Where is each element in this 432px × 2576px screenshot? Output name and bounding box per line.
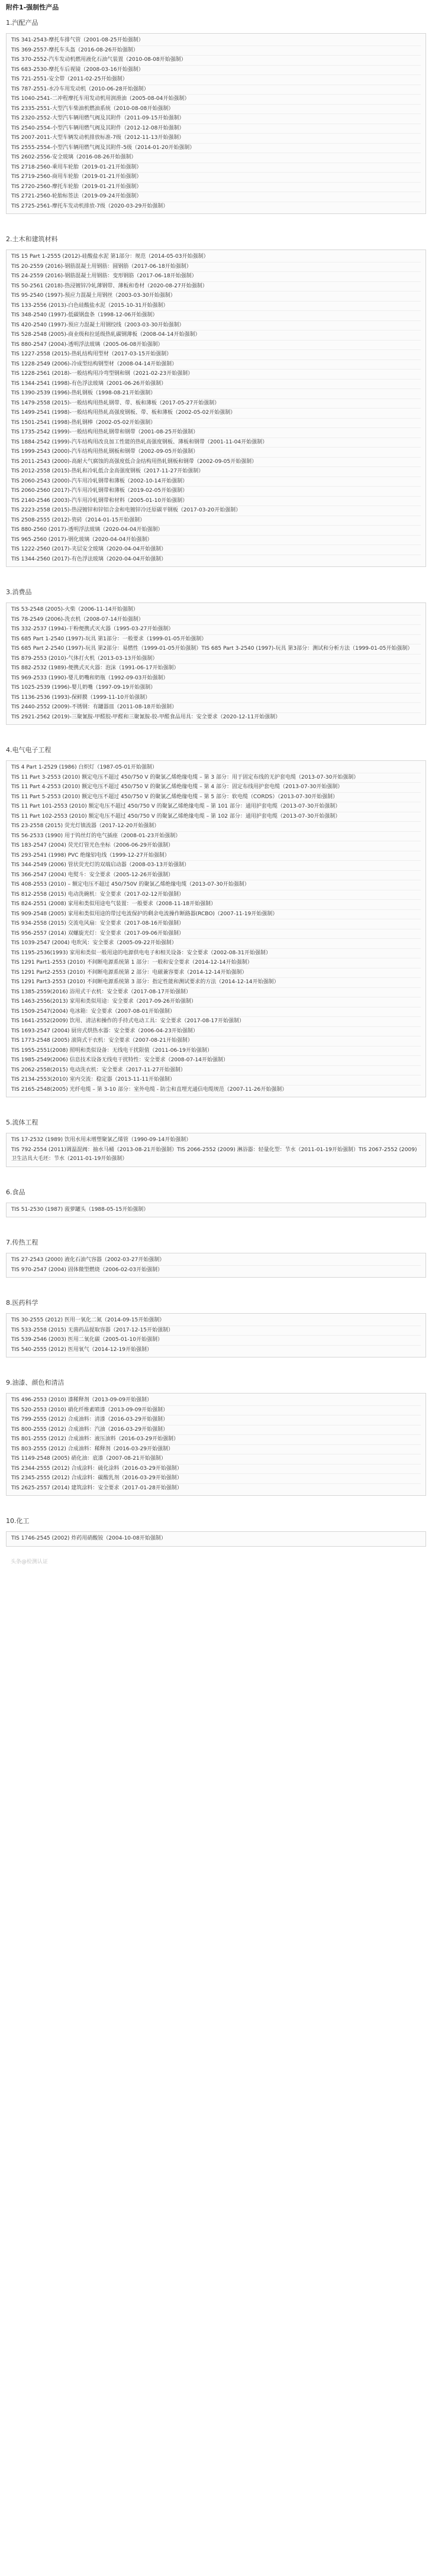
list-item: TIS 78-2549 (2006)-洗衣机（2008-07-14开始强制） (11, 615, 421, 626)
list-item: TIS 1501-2541 (1998)-热轧钢棒（2002-05-02开始强制） (11, 419, 421, 429)
list-item: TIS 24-2559 (2016)-钢筋混凝土用钢筋：变形钢筋（2017-06-18开始强制） (11, 272, 421, 282)
list-item: TIS 1291 Part3-2553 (2010) 不间断电源系统第 3 部分：指定性能和测试要求的方法（2014-12-14开始强制） (11, 978, 421, 988)
list-item: TIS 1641-2552(2009) 饮用、清洁和操作的手持式电动工具：安全要求（2017-08-17开始强制） (11, 1017, 421, 1027)
section (0, 587, 432, 745)
list-item: TIS 369-2557-摩托车头盔（2016-08-26开始强制） (11, 46, 421, 56)
list-item: TIS 2344-2555 (2012) 合成涂料：硫化涂料（2016-03-29开始强制） (11, 1464, 421, 1475)
list-item: TIS 882-2532 (1989)-便携式灭火器：泡沫（1991-06-17开始强制） (11, 664, 421, 674)
standards-list (6, 1531, 426, 1547)
list-item: TIS 801-2555 (2012) 合成油料：液压油料（2016-03-29开始强制） (11, 1435, 421, 1445)
list-item: TIS 20-2559 (2016)-钢筋混凝土用钢筋：圆钢筋（2017-06-18开始强制） (11, 263, 421, 273)
list-item: TIS 1040-2541-二冲程摩托车用发动机用润滑油（2005-08-04开始强制） (11, 95, 421, 105)
list-item: TIS 539-2546 (2003) 医用二氧化碳（2005-01-10开始强制） (11, 1336, 421, 1346)
list-item: TIS 23-2558 (2015) 荧光灯镇流器（2017-12-20开始强制） (11, 822, 421, 832)
list-item: TIS 2721-2560-轮胎标签法（2019-09-24开始强制） (11, 192, 421, 202)
standards-list (6, 1203, 426, 1218)
list-item: TIS 721-2551-安全带（2011-02-25开始强制） (11, 75, 421, 85)
list-item: TIS 787-2551-水冷车用发动机（2010-06-28开始强制） (11, 85, 421, 95)
list-item: TIS 2720-2560-摩托车轮胎（2019-01-21开始强制） (11, 183, 421, 193)
list-item: TIS 2602-2556-安全玻璃（2016-08-26开始强制） (11, 153, 421, 163)
list-item: TIS 1463-2556(2013) 家用和类似用途：安全要求（2017-09-26开始强制） (11, 997, 421, 1007)
list-item: TIS 2223-2558 (2015)-热浸镀锌和锌铝合金和电镀锌冷还原碳平钢板（2017-03-20开始强制） (11, 506, 421, 516)
list-item: TIS 11 Part 101-2553 (2010) 额定电压不超过 450/750 V 的聚氯乙烯绝缘电缆 – 第 101 部分：通用护套电缆（2013-07-30开始强制） (11, 802, 421, 812)
list-item: TIS 1195-2536(1993) 家用和类似一般用途的电源供电电子和相关设备：安全要求（2002-08-31开始强制） (11, 949, 421, 959)
list-item: TIS 2921-2562 (2019)-三聚氰胺-甲醛胶-甲醛和三聚氰胺-胶-甲醛食品用具：安全要求（2020-12-11开始强制） (11, 714, 281, 720)
section-title: 2.土木和建筑材料 (6, 235, 58, 243)
section-title: 10.化工 (6, 1517, 30, 1525)
list-item: TIS 1746-2545 (2002) 炸药用硝酸铵（2004-10-08开始强制） (11, 1535, 166, 1541)
list-item: TIS 934-2558 (2015) 交流电风扇：安全要求（2017-08-16开始强制） (11, 919, 421, 929)
standards-list (6, 250, 426, 567)
list-item: TIS 2011-2543 (2000)-高耐大气腐蚀的高强度低合金结构用热轧钢板和钢带（2002-09-05开始强制） (11, 458, 421, 468)
list-item: TIS 683-2530-摩托车后视镜（2008-03-16开始强制） (11, 66, 421, 76)
list-item: TIS 1228-2561 (2018)-一般结构用冷弯型钢和钢（2021-02-23开始强制） (11, 370, 421, 380)
list-item: TIS 1479-2558 (2015)-一般结构用热轧钢带、带、板和薄板（2017-05-27开始强制） (11, 399, 421, 409)
list-item: TIS 1985-2549(2006) 信息技术设备无线电干扰特性：安全要求（2008-07-14开始强制） (11, 1056, 421, 1066)
list-item: TIS 2165-2548(2005) 光纤电缆 – 第 3-10 部分：室外电缆 - 防尘和直埋光通信电缆规范（2007-11-26开始强制） (11, 1086, 288, 1093)
list-item: TIS 2060-2543 (2000)-汽车用冷轧钢带和薄板（2002-10-14开始强制） (11, 477, 421, 487)
list-item: TIS 348-2540 (1997)-低碳钢盘条（1998-12-06开始强制） (11, 311, 421, 321)
section-title: 7.传热工程 (6, 1239, 38, 1246)
list-item: TIS 880-2560 (2017)-透明浮法玻璃（2020-04-04开始强制） (11, 526, 421, 536)
list-item: TIS 2007-2011-大型车辆发动机排放标准-7级（2012-11-13开始强制） (11, 134, 421, 144)
standards-list (6, 33, 426, 214)
list-item: TIS 30-2555 (2012) 医用一氧化二氮（2014-09-15开始强制） (11, 1316, 421, 1326)
list-item: TIS 293-2541 (1998) PVC 绝缘铝电线（1999-12-27开始强制） (11, 851, 421, 861)
list-item: TIS 11 Part 5-2553 (2010) 额定电压不超过 450/750 V 的聚氯乙烯绝缘电缆 – 第 5 部分：软电缆（CORDS）（2013-07-30开始强制） (11, 793, 421, 803)
section-title: 4.电气电子工程 (6, 746, 51, 754)
list-item: TIS 496-2553 (2010) 漆稀释剂（2013-09-09开始强制） (11, 1396, 421, 1406)
section (0, 1187, 432, 1238)
list-item: TIS 520-2553 (2010) 硝化纤维素喷漆（2013-09-09开始强制） (11, 1406, 421, 1416)
list-item: TIS 540-2555 (2012) 医用氧气（2014-12-19开始强制） (11, 1346, 153, 1353)
list-item: TIS 183-2547 (2004) 荧光灯管光色坐标（2006-06-29开始强制） (11, 841, 421, 851)
list-item: TIS 969-2533 (1990)-婴儿奶嘴和奶瓶（1992-09-03开始强制） (11, 674, 421, 684)
list-item: TIS 880-2547 (2004)-透明浮法玻璃（2005-06-08开始强制） (11, 341, 421, 351)
list-item: TIS 2718-2560-乘用车轮胎（2019-01-21开始强制） (11, 163, 421, 173)
list-item: TIS 2725-2561-摩托车发动机排放-7级（2020-03-29开始强制） (11, 203, 169, 209)
list-item: TIS 2012-2558 (2015)-热轧和冷轧低合金高强度钢板（2017-11-27开始强制） (11, 467, 421, 477)
list-item: TIS 1999-2543 (2000)-汽车结构用热轧钢板和钢带（2002-09-05开始强制） (11, 448, 421, 458)
list-item: TIS 1693-2547 (2004) 厨房式烘热水器：安全要求（2006-04-23开始强制） (11, 1027, 421, 1037)
section (0, 1378, 432, 1516)
section (0, 18, 432, 234)
section-title: 6.食品 (6, 1188, 25, 1196)
list-item: TIS 2345-2555 (2012) 合成涂料：碳酸乳剂（2016-03-29开始强制） (11, 1474, 421, 1484)
list-item: TIS 133-2556 (2013)-白色硅酸盐水泥（2015-10-31开始强制） (11, 302, 421, 312)
list-item: TIS 970-2547 (2004) 固体微型燃烧（2006-02-03开始强制） (11, 1266, 163, 1273)
list-item: TIS 685 Part 2-2540 (1997)-玩具 第2部分：易燃性（1999-01-05开始强制）TIS 685 Part 3-2540 (1997)-玩具 第3部分：测试和分析方法（1999-01-05开始强制） (11, 644, 421, 654)
list-item: TIS 11 Part 4-2553 (2010) 额定电压不超过 450/750 V 的聚氯乙烯绝缘电缆 – 第 4 部分：固定布线用护套电缆（2013-07-30开始强制） (11, 783, 421, 793)
list-item: TIS 685 Part 1-2540 (1997)-玩具 第1部分：一般要求（1999-01-05开始强制） (11, 635, 421, 645)
list-item: TIS 53-2548 (2005)-火柴（2006-11-14开始强制） (11, 605, 421, 615)
list-item: TIS 11 Part 3-2553 (2010) 额定电压不超过 450/750 V 的聚氯乙烯绝缘电缆 – 第 3 部分：用于固定布线的无护套电缆（2013-07-30开始强制） (11, 773, 421, 783)
list-item: TIS 420-2540 (1997)-预应力混凝土用钢绞线（2003-03-30开始强制） (11, 321, 421, 331)
standards-list (6, 1253, 426, 1278)
list-item: TIS 2062-2558(2015) 电动洗衣机：安全要求（2017-11-27开始强制） (11, 1066, 421, 1076)
list-item: TIS 533-2558 (2015) 无菌药品提取容器（2017-12-15开始强制） (11, 1326, 421, 1336)
list-item: TIS 1773-2548 (2005) 滚筒式干衣机：安全要求（2007-08-21开始强制） (11, 1036, 421, 1046)
watermark: 头条@检测认证 (11, 1558, 49, 1565)
list-item: TIS 1390-2539 (1996)-热轧钢板（1998-08-21开始强制） (11, 389, 421, 399)
list-item: TIS 956-2557 (2014) 双螺旋光灯：安全要求（2017-09-06开始强制） (11, 929, 421, 939)
section (0, 1237, 432, 1298)
list-item: TIS 528-2548 (2005)-商业级和拉延级热轧碳钢薄板（2008-04-14开始强制） (11, 330, 421, 341)
list-item: TIS 2719-2560-商用车轮胎（2019-01-21开始强制） (11, 173, 421, 183)
list-item: TIS 1039-2547 (2004) 电吹风：安全要求（2005-09-22开始强制） (11, 939, 421, 949)
list-item: TIS 366-2547 (2004) 电熨斗：安全要求（2005-12-26开始强制） (11, 871, 421, 881)
list-item: TIS 879-2553 (2010)-气体打火机（2013-03-13开始强制） (11, 654, 421, 665)
list-item: TIS 56-2533 (1990) 用于钨丝灯的电气插座（2008-01-23开始强制） (11, 832, 421, 842)
section (0, 1117, 432, 1187)
standards-list (6, 602, 426, 725)
list-item: TIS 1136-2536 (1993)-保鲜膜（1999-11-10开始强制） (11, 694, 421, 704)
standards-list (6, 1313, 426, 1357)
list-item: TIS 2625-2557 (2014) 建筑涂料：安全要求（2017-01-28开始强制） (11, 1485, 182, 1491)
list-item: TIS 344-2549 (2006) 管状荧光灯的双端启动器（2008-03-13开始强制） (11, 861, 421, 871)
list-item: TIS 17-2532 (1989) 饮用水用未增塑聚氯乙烯管（1990-09-14开始强制） (11, 1136, 421, 1146)
list-item: TIS 1884-2542 (1999)-汽车结构用改良加工性能的热轧高强度钢板、薄板和钢带（2001-11-04开始强制） (11, 438, 421, 448)
list-item: TIS 15 Part 1-2555 (2012)-硅酸盐水泥 第1部分：规范（2014-05-03开始强制） (11, 252, 421, 263)
list-item: TIS 1385-2559(2016) 浴用式干衣机：安全要求（2017-08-17开始强制） (11, 988, 421, 998)
list-item: TIS 2134-2553(2010) 室内交流：稳定器（2013-11-11开始强制） (11, 1075, 421, 1086)
section-title: 8.医药科学 (6, 1299, 38, 1307)
list-item: TIS 1291 Part1-2553 (2010) 不间断电源系统第 1 部分：一般和安全要求（2014-12-14开始强制） (11, 958, 421, 968)
list-item: TIS 1149-2548 (2005) 硝化油：底漆（2007-08-21开始强制） (11, 1454, 421, 1464)
list-item: TIS 2508-2555 (2012)-瓷砖（2014-01-15开始强制） (11, 516, 421, 526)
list-item: TIS 4 Part 1-2529 (1986) 白炽灯（1987-05-01开始强制） (11, 763, 421, 773)
list-item: TIS 1499-2541 (1998)-一般结构用热轧高强度钢板、带、板和薄板（2002-05-02开始强制） (11, 409, 421, 419)
list-item: TIS 1227-2558 (2015)-热轧结构用型材（2017-03-15开始强制） (11, 350, 421, 360)
list-item: TIS 792-2554 (2011)调温混阀：抽水马桶（2013-08-21开始强制）TIS 2066-2552 (2009) 淋浴器：轻量化型：节水（2011-01-19开始强制）TIS 2067-2552 (2009) 卫生洁具大毛坯：节水（2011-01-19开始强制） (11, 1146, 417, 1162)
list-item: TIS 2320-2552-大型汽车辆用燃气阀及其附件（2011-09-15开始强制） (11, 114, 421, 124)
list-item: TIS 2555-2554-小型汽车辆用燃气阀及其附件-5级（2014-01-20开始强制） (11, 144, 421, 154)
sections-container (0, 18, 432, 1567)
list-item: TIS 824-2551 (2008) 家用和类似用途电气装置：一般要求（2008-11-18开始强制） (11, 900, 421, 910)
list-item: TIS 370-2552-汽车发动机燃用液化石油气装置（2010-08-08开始强制） (11, 56, 421, 66)
page-title: 附件1-强制性产品 (6, 4, 59, 11)
list-item: TIS 95-2540 (1997)-预应力混凝土用钢丝（2003-03-30开始强制） (11, 291, 421, 302)
list-item: TIS 1228-2549 (2006)-冷成型结构钢型材（2008-04-14开始强制） (11, 360, 421, 370)
list-item: TIS 2060-2560 (2017)-汽车用冷轧钢带和薄板（2019-02-05开始强制） (11, 487, 421, 497)
list-item: TIS 1344-2541 (1998)-有色浮法玻璃（2001-06-26开始强制） (11, 380, 421, 390)
list-item: TIS 799-2555 (2012) 合成油料：清漆（2016-03-29开始强制） (11, 1415, 421, 1425)
list-item: TIS 2540-2554-小型汽车辆用燃气阀及其附件（2012-12-08开始强制） (11, 124, 421, 134)
standards-list (6, 1133, 426, 1167)
list-item: TIS 1291 Part2-2553 (2010) 不间断电源系统第 2 部分：电磁兼容要求（2014-12-14开始强制） (11, 968, 421, 978)
list-item: TIS 965-2560 (2017)-钢化玻璃（2020-04-04开始强制） (11, 536, 421, 546)
standards-list (6, 760, 426, 1097)
section (0, 745, 432, 1117)
list-item: TIS 2140-2546 (2003)-汽车用冷轧钢带和材料（2005-01-10开始强制） (11, 497, 421, 507)
list-item: TIS 332-2537 (1994)-干粉便携式灭火器（1995-03-27开始强制） (11, 625, 421, 635)
section-title: 9.油漆、颜色和清洁 (6, 1379, 65, 1386)
section (0, 234, 432, 587)
section-title: 1.汽配产品 (6, 19, 38, 27)
list-item: TIS 11 Part 102-2553 (2010) 额定电压不超过 450/750 V 的聚氯乙烯绝缘电缆 – 第 102 部分：通用护套电缆（2013-07-30开始强制） (11, 812, 421, 822)
list-item: TIS 803-2555 (2012) 合成油料：稀释剂（2016-03-29开始强制） (11, 1445, 421, 1455)
list-item: TIS 27-2543 (2000) 液化石油气容器（2002-03-27开始强制） (11, 1256, 421, 1266)
list-item: TIS 909-2548 (2005) 家用和类似用途的带过电流保护的剩余电流操作断路器(RCBO)（2007-11-19开始强制） (11, 910, 421, 920)
list-item: TIS 800-2555 (2012) 合成油料：汽油（2016-03-29开始强制） (11, 1425, 421, 1436)
list-item: TIS 812-2558 (2015) 电动洗碗机：安全要求（2017-02-12开始强制） (11, 890, 421, 900)
list-item: TIS 1222-2560 (2017)-夹层安全玻璃（2020-04-04开始强制） (11, 545, 421, 555)
section-title: 3.消费品 (6, 588, 32, 596)
list-item: TIS 408-2553 (2010) – 额定电压不超过 450/750V 的聚氯乙烯绝缘电缆（2013-07-30开始强制） (11, 880, 421, 890)
list-item: TIS 1955-2551(2008) 照明和类似设备：无线电干扰限值（2011-06-19开始强制） (11, 1046, 421, 1057)
section (0, 1298, 432, 1378)
list-item: TIS 51-2530 (1987) 菠萝罐头（1988-05-15开始强制） (11, 1206, 149, 1213)
list-item: TIS 2440-2552 (2009)-不锈钢：有罐器皿（2011-08-18开始强制） (11, 703, 421, 713)
list-item: TIS 2335-2551-大型汽车柴油机燃油系统（2010-08-08开始强制） (11, 105, 421, 115)
list-item: TIS 1509-2547(2004) 电冰箱：安全要求（2007-08-01开始强制） (11, 1007, 421, 1018)
list-item: TIS 1025-2539 (1996)-婴儿奶嘴（1997-09-19开始强制） (11, 683, 421, 694)
list-item: TIS 50-2561 (2018)-热浸镀锌冷轧薄钢带、薄板和卷材（2020-08-27开始强制） (11, 282, 421, 292)
section-title: 5.流体工程 (6, 1119, 38, 1126)
list-item: TIS 341-2543-摩托车排气管（2001-08-25开始强制） (11, 36, 421, 46)
standards-list (6, 1393, 426, 1496)
list-item: TIS 1735-2542 (1999)-一般结构用热轧钢带和钢带（2001-08-25开始强制） (11, 428, 421, 438)
list-item: TIS 1344-2560 (2017)-有色浮法玻璃（2020-04-04开始强制） (11, 556, 167, 562)
